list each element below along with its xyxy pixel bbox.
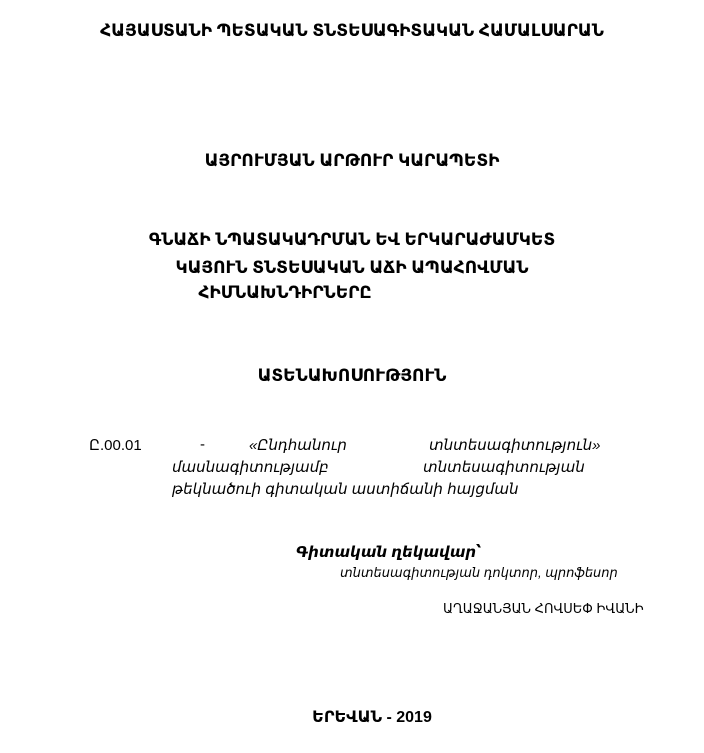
- supervisor-degree: տնտեսագիտության դոկտոր, պրոֆեսոր: [340, 565, 618, 580]
- specialty-line1-part2: տնտեսագիտություն»: [429, 437, 601, 454]
- specialty-line3: թեկնածուի գիտական աստիճանի հայցման: [172, 481, 519, 498]
- university-name: ՀԱՅԱՍՏԱՆԻ ՊԵՏԱԿԱՆ ՏՆՏԵՍԱԳԻՏԱԿԱՆ ՀԱՄԱԼՍԱՐԱՆ: [100, 21, 604, 40]
- document-type: ԱՏԵՆԱԽՈՍՈՒԹՅՈՒՆ: [257, 366, 447, 385]
- city-year: ԵՐԵՎԱՆ - 2019: [312, 709, 432, 726]
- specialty-code: Ը.00.01: [89, 437, 142, 454]
- title-line-1: ԳՆԱՃԻ ՆՊԱՏԱԿԱԴՐՄԱՆ ԵՎ ԵՐԿԱՐԱԺԱՄԿԵՏ: [148, 230, 556, 249]
- supervisor-label: Գիտական ղեկավար՝: [296, 544, 482, 561]
- title-line-2: ԿԱՅՈՒՆ ՏՆՏԵՍԱԿԱՆ ԱՃԻ ԱՊԱՀՈՎՄԱՆ: [175, 258, 529, 277]
- author-name: ԱՅՐՈՒՄՅԱՆ ԱՐԹՈՒՐ ԿԱՐԱՊԵՏԻ: [204, 151, 500, 170]
- supervisor-name: ԱՂԱՋԱՆՅԱՆ ՀՈՎՍԵՓ ԻՎԱՆԻ: [443, 601, 644, 616]
- specialty-line1-part1: «Ընդհանուր: [249, 437, 347, 454]
- specialty-line2-part1: մասնագիտությամբ: [172, 459, 329, 476]
- specialty-line2-part2: տնտեսագիտության: [423, 459, 585, 476]
- specialty-dash: -: [200, 436, 205, 453]
- title-line-3: ՀԻՄՆԱԽՆԴԻՐՆԵՐԸ: [198, 283, 372, 302]
